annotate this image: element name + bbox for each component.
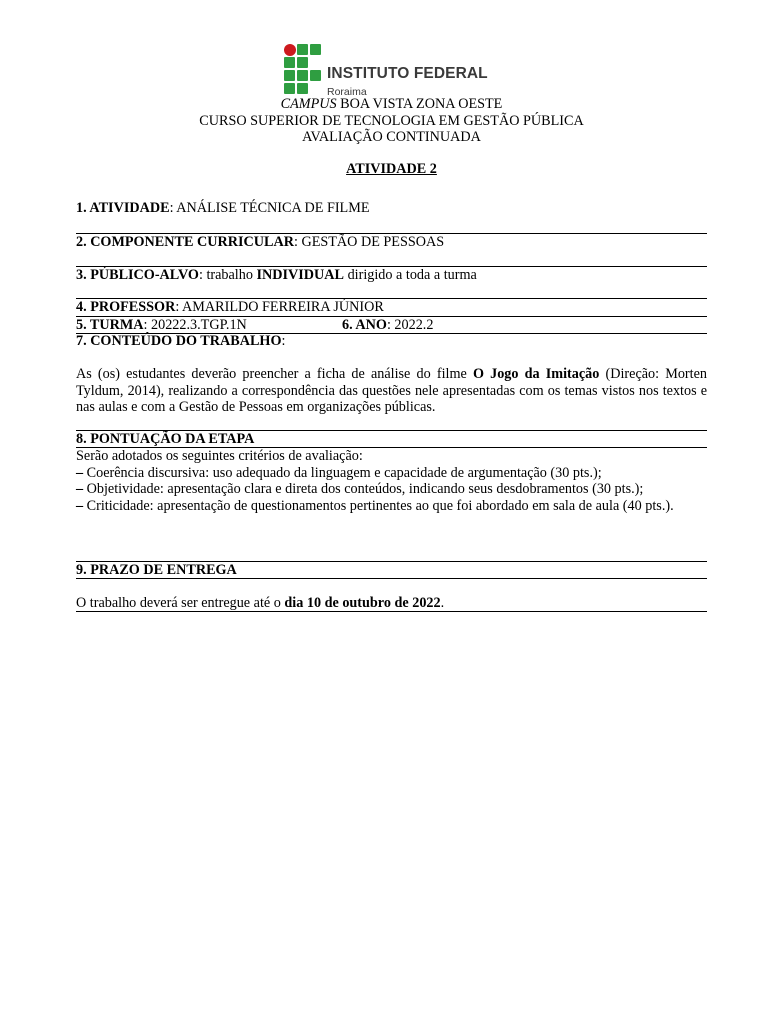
section-deadline-text: O trabalho deverá ser entregue até o dia 10 de outubro de 2022. [76, 595, 445, 611]
section-professor: 4. PROFESSOR: AMARILDO FERREIRA JÚNIOR [76, 299, 384, 315]
divider [76, 578, 707, 579]
list-item: – Coerência discursiva: uso adequado da linguagem e capacidade de argumentação (30 pts.); [76, 464, 602, 481]
section-scoring-heading: 8. PONTUAÇÃO DA ETAPA [76, 431, 255, 447]
section-content-heading: 7. CONTEÚDO DO TRABALHO: [76, 333, 286, 349]
section-curricular-component: 2. COMPONENTE CURRICULAR: GESTÃO DE PESSOAS [76, 234, 445, 250]
course-line: CURSO SUPERIOR DE TECNOLOGIA EM GESTÃO PÚBLICA [199, 112, 584, 129]
class-field: 5. TURMA: 20222.3.TGP.1N [76, 317, 247, 333]
list-item: – Criticidade: apresentação de questionamentos pertinentes ao que foi abordado em sala de aula (40 pts.). [76, 497, 674, 514]
section-target-audience: 3. PÚBLICO-ALVO: trabalho INDIVIDUAL dirigido a toda a turma [76, 267, 477, 283]
section-class-year [76, 317, 707, 334]
document-header [76, 96, 707, 146]
year-field: 6. ANO: 2022.2 [342, 317, 434, 333]
list-item: – Objetividade: apresentação clara e direta dos conteúdos, indicando seus desdobramentos (30 pts.); [76, 481, 644, 497]
evaluation-line: AVALIAÇÃO CONTINUADA [302, 129, 481, 145]
logo-red-dot [284, 44, 296, 56]
divider [76, 611, 707, 612]
scoring-intro: Serão adotados os seguintes critérios de avaliação: [76, 448, 363, 464]
section-scoring-list [76, 448, 707, 514]
section-activity: 1. ATIVIDADE: ANÁLISE TÉCNICA DE FILME [76, 200, 370, 216]
logo-mark-icon [283, 44, 321, 96]
section-deadline-heading: 9. PRAZO DE ENTREGA [76, 562, 237, 578]
institute-logo [283, 44, 488, 98]
section-content-paragraph: As (os) estudantes deverão preencher a ficha de análise do filme O Jogo da Imitação (Direção: Morten Tyldum, 2014), realizando a correspondência das questões nele apresentadas com os temas vistos nos textos e nas aulas e com a Gestão de Pessoas em organizações públicas. [76, 366, 707, 415]
campus-line: CAMPUS BOA VISTA ZONA OESTE [280, 96, 503, 112]
logo-name: INSTITUTO FEDERAL [327, 65, 488, 82]
logo-subtitle: Roraima [327, 86, 367, 98]
activity-title: ATIVIDADE 2 [346, 161, 437, 177]
